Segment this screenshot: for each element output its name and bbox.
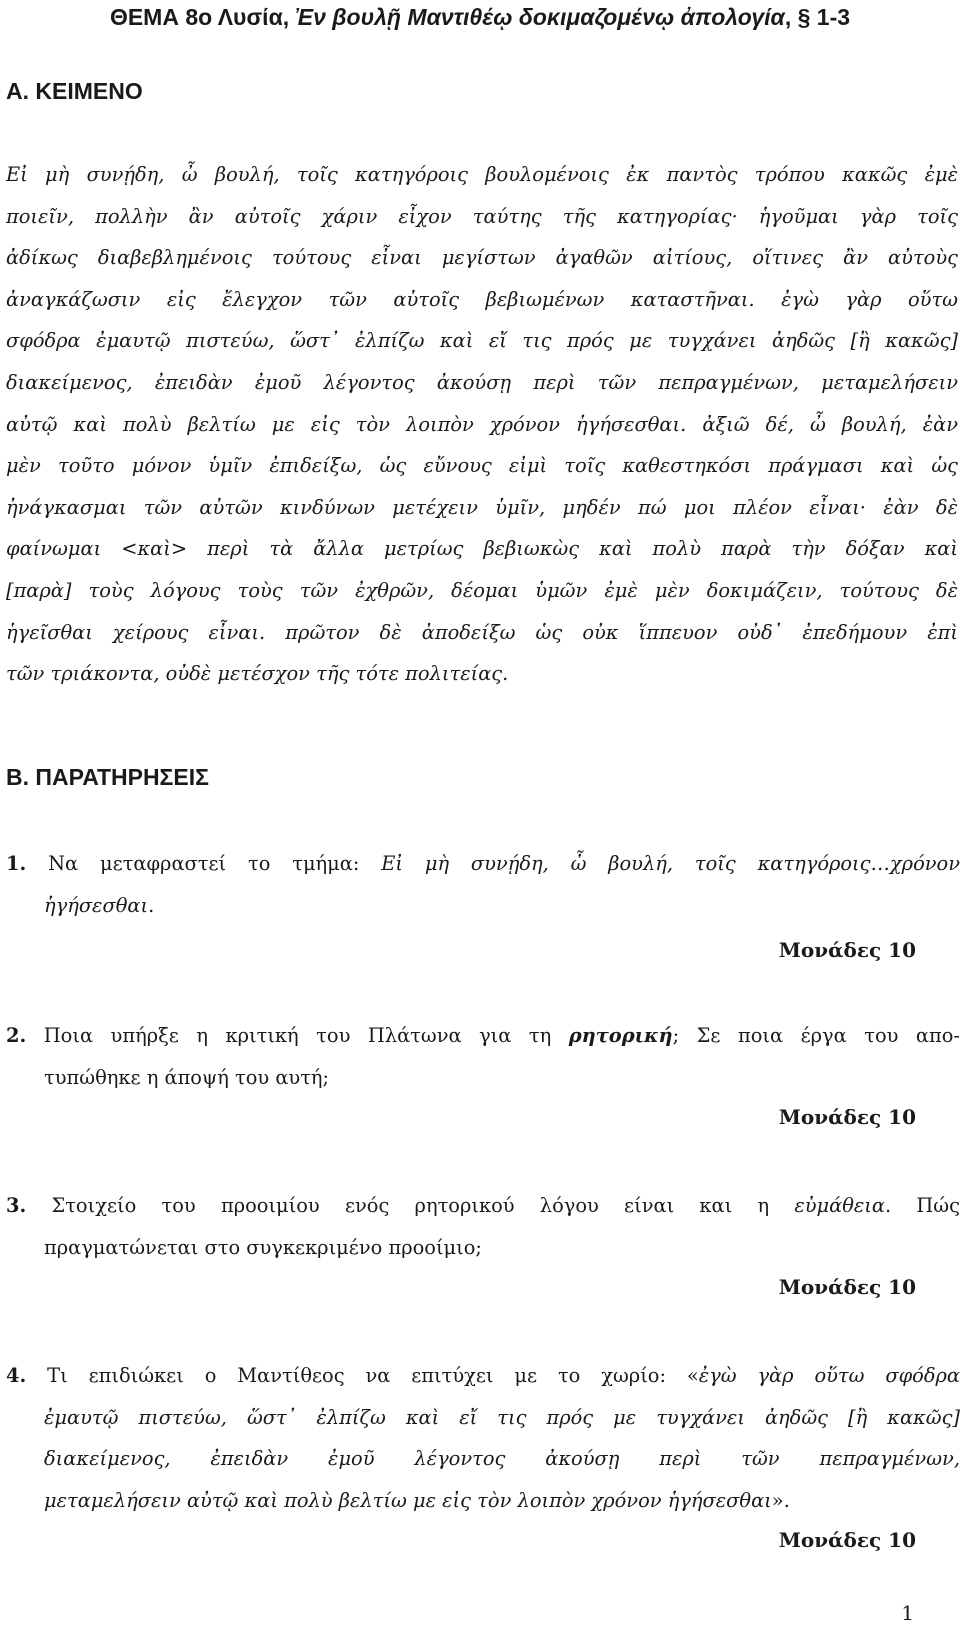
title-prefix: ΘΕΜΑ 8ο Λυσία, [109,4,296,30]
question-text: Να μεταφραστεί το τμήμα: [48,852,382,875]
question-text: ; Σε ποια έργα του απο- [672,1024,960,1047]
text-line: ἠνάγκασμαι τῶν αὐτῶν κινδύνων μετέχειν ὑμῖν, μηδέν πώ μοι πλέον εἶναι· ἐὰν δὲ [6,495,958,519]
text-line: ποιεῖν, πολλὴν ἂν αὐτοῖς χάριν εἶχον ταύτης τῆς κατηγορίας· ἡγοῦμαι γὰρ τοῖς [6,204,958,228]
question-number: 1. [6,852,27,875]
text-line: Εἰ μὴ συνῄδη, ὦ βουλή, τοῖς κατηγόροις βουλομένοις ἐκ παντὸς τρόπου κακῶς ἐμὲ [6,163,958,186]
text-line: ἀναγκάζωσιν εἰς ἔλεγχον τῶν αὐτοῖς βεβιωμένων καταστῆναι. ἐγὼ γὰρ οὕτω [6,287,958,311]
question-term: ρητορική [568,1024,673,1047]
page-title [0,2,960,32]
marks-label: Μονάδες 10 [778,938,916,962]
section-a-heading: Α. ΚΕΙΜΕΝΟ [6,78,143,104]
question-text: Τι επιδιώκει ο Μαντίθεος να επιτύχει με το χωρίο: « [47,1364,699,1387]
title-work: Ἐν βουλῇ Μαντιθέῳ δοκιμαζομένῳ ἀπολογία [295,4,785,30]
question-number: 3. [6,1194,27,1217]
text-line: φαίνωμαι <καὶ> περὶ τὰ ἄλλα μετρίως βεβιωκὼς καὶ πολὺ παρὰ τὴν δόξαν καὶ [6,537,958,561]
text-line: ἀδίκως διαβεβλημένοις τούτους εἶναι μεγίστων ἀγαθῶν αἰτίους, οἵτινες ἂν αὐτοὺς [6,246,958,270]
question-text: Στοιχείο του προοιμίου ενός ρητορικού λόγου είναι και η [51,1194,795,1217]
question-text: τυπώθηκε η άποψή του αυτή; [44,1065,330,1089]
question-number: 4. [6,1364,27,1387]
question-2 [6,1015,960,1098]
marks-label: Μονάδες 10 [778,1105,916,1129]
text-line: τῶν τριάκοντα, οὐδὲ μετέσχον τῆς τότε πολιτείας. [6,662,509,686]
question-text: ». [771,1488,790,1512]
question-term: εὐμάθεια [794,1194,885,1217]
text-line: διακείμενος, ἐπειδὰν ἐμοῦ λέγοντος ἀκούσῃ περὶ τῶν πεπραγμένων, μεταμελήσειν [6,370,958,394]
question-text: πραγματώνεται στο συγκεκριμένο προοίμιο; [44,1235,482,1259]
text-line: μὲν τοῦτο μόνον ὑμῖν ἐπιδείξω, ὡς εὔνους εἰμὶ τοῖς καθεστηκόσι πράγμασι καὶ ὡς [6,454,958,478]
text-line: αὐτῷ καὶ πολὺ βελτίω με εἰς τὸν λοιπὸν χρόνον ἡγήσεσθαι. ἀξιῶ δέ, ὦ βουλή, ἐὰν [6,412,958,436]
question-1 [6,843,960,926]
text-line: [παρὰ] τοὺς λόγους τοὺς τῶν ἐχθρῶν, δέομαι ὑμῶν ἐμὲ μὲν δοκιμάζειν, τούτους δὲ [6,578,958,602]
question-quote: μεταμελήσειν αὐτῷ καὶ πολὺ βελτίω με εἰς τὸν λοιπὸν χρόνον ἡγήσεσθαι [44,1488,772,1512]
title-suffix: , § 1-3 [784,4,851,30]
question-quote: ἐμαυτῷ πιστεύω, ὥστ᾽ ἐλπίζω καὶ εἴ τις πρός με τυγχάνει ἀηδῶς [ἢ κακῶς] [44,1405,960,1429]
text-line: σφόδρα ἐμαυτῷ πιστεύω, ὥστ᾽ ἐλπίζω καὶ εἴ τις πρός με τυγχάνει ἀηδῶς [ἢ κακῶς] [6,329,958,353]
question-quote: ἐγὼ γὰρ οὕτω σφόδρα [698,1364,960,1387]
section-b-heading: Β. ΠΑΡΑΤΗΡΗΣΕΙΣ [6,764,209,790]
question-quote: ἡγήσεσθαι. [44,893,155,917]
question-quote: Εἰ μὴ συνῄδη, ὦ βουλή, τοῖς κατηγόροις…χρόνον [381,852,960,875]
question-text: . Πώς [885,1194,960,1217]
marks-label: Μονάδες 10 [778,1275,916,1299]
page-number: 1 [901,1601,914,1625]
text-line: ἡγεῖσθαι χείρους εἶναι. πρῶτον δὲ ἀποδείξω ὡς οὐκ ἵππευον οὐδ᾽ ἐπεδήμουν ἐπὶ [6,620,958,644]
question-quote: διακείμενος, ἐπειδὰν ἐμοῦ λέγοντος ἀκούσῃ περὶ τῶν πεπραγμένων, [44,1447,960,1471]
ancient-text [6,154,958,695]
question-text: Ποια υπήρξε η κριτική του Πλάτωνα για τη [43,1024,569,1047]
question-4 [6,1355,960,1521]
question-number: 2. [6,1024,27,1047]
marks-label: Μονάδες 10 [778,1528,916,1552]
question-3 [6,1185,960,1268]
